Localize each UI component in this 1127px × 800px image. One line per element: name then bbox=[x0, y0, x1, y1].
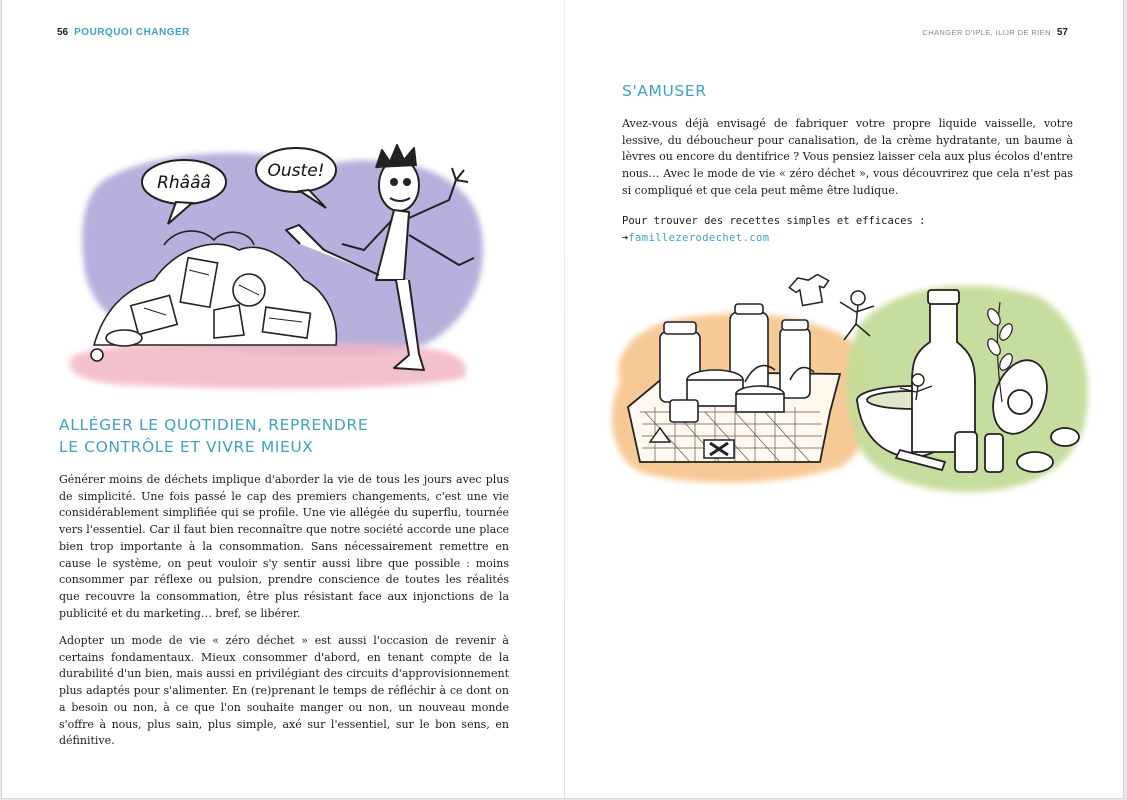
section-title-alleger bbox=[59, 414, 479, 458]
section-title-samuser: S'AMUSER bbox=[622, 82, 707, 100]
right-running-title: CHANGER D'IPLE, ILIJR DE RIEN bbox=[922, 28, 1051, 37]
paragraph-alleger-1: Générer moins de déchets implique d'aborder la vie de tous les jours avec plus de simplicité. Une fois passé le cap des premiers changements, c'est une vie considérablement simplifiée qui se profile. Une vie allégée du superflu, tournée vers l'essentiel. Car il faut bien reconnaître que notre société accorde une place bien trop importante à la consommation. Sans nécessairement remettre en cause le système, on peut vouloir s'y sentir aussi libre que possible : moins consommer par réflexe ou pulsion, prendre conscience de toutes les réalités que recouvre la consommation, être plus résistant face aux injonctions de la publicité et du marketing… bref, se libérer. bbox=[59, 473, 509, 620]
left-page-header bbox=[57, 22, 190, 40]
recipes-intro: Pour trouver des recettes simples et efficaces : bbox=[622, 215, 926, 227]
section-title-line-2: LE CONTRÔLE ET VIVRE MIEUX bbox=[59, 438, 314, 456]
left-page-number: 56 bbox=[57, 27, 69, 38]
recipes-block bbox=[622, 213, 1073, 246]
recipes-link-row bbox=[622, 230, 1073, 247]
right-page-header bbox=[922, 22, 1068, 40]
right-page-number: 57 bbox=[1056, 27, 1068, 38]
speech-text-ouste: Ouste! bbox=[267, 161, 325, 181]
speech-text-rhaaa: Rhâââ bbox=[157, 173, 211, 193]
diy-products-illustration bbox=[600, 262, 1092, 498]
garbage-pile-illustration bbox=[64, 140, 494, 395]
recipes-link[interactable]: famillezerodechet.com bbox=[628, 231, 770, 244]
left-running-title: POURQUOI CHANGER bbox=[74, 27, 190, 38]
section-title-line-1: ALLÉGER LE QUOTIDIEN, REPRENDRE bbox=[59, 416, 369, 434]
paragraph-samuser: Avez-vous déjà envisagé de fabriquer votre propre liquide vaisselle, votre lessive, du déboucheur pour canalisation, de la crème hydratante, un baume à lèvres ou encore du dentifrice ? Vous pensiez laisser cela aux plus écolos d'entre nous… Avec le mode de vie « zéro déchet », vous découvrirez que cela n'est pas si compliqué et que cela peut même être ludique. bbox=[622, 117, 1073, 197]
book-spread bbox=[2, 0, 1123, 798]
arrow-right-icon: ➔ bbox=[622, 231, 629, 244]
paragraph-alleger-2: Adopter un mode de vie « zéro déchet » est aussi l'occasion de revenir à certains fondamentaux. Mieux consommer d'abord, en tenant compte de la durabilité d'un bien, mais aussi en privilégiant des circuits d'approvisionnement plus adaptés pour s'alimenter. En (re)prenant le temps de réfléchir à ce dont on a besoin ou non, à ce que l'on souhaite manger ou non, un nouveau monde s'offre à nous, plus sain, plus simple, axé sur l'essentiel, sur le bon sens, en définitive. bbox=[59, 634, 509, 748]
page-gutter bbox=[564, 0, 565, 798]
